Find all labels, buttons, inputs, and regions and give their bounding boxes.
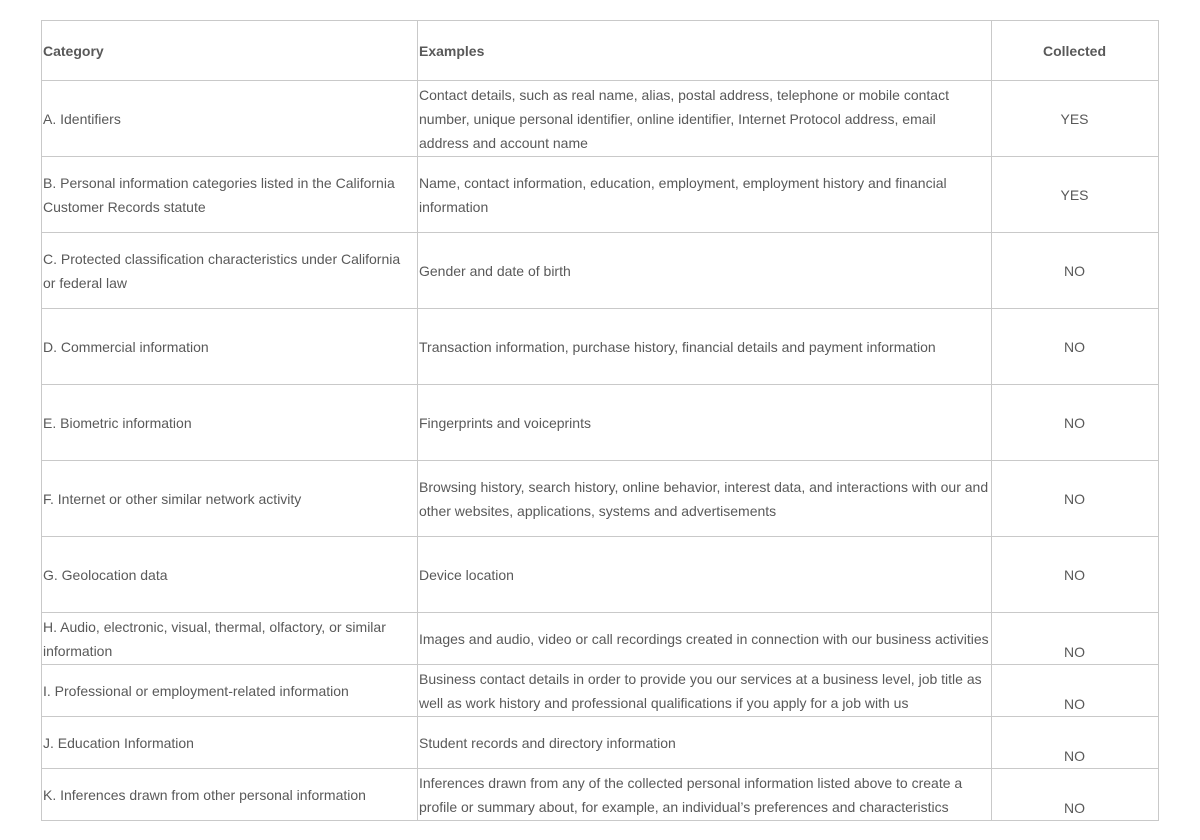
table-row [42, 385, 1159, 461]
category-cell: B. Personal information categories listed in the California Customer Records statute [42, 157, 418, 233]
category-cell: H. Audio, electronic, visual, thermal, olfactory, or similar information [42, 613, 418, 665]
category-cell: J. Education Information [42, 717, 418, 769]
data-categories-table [41, 20, 1159, 821]
table-row [42, 665, 1159, 717]
category-cell: F. Internet or other similar network activity [42, 461, 418, 537]
examples-cell: Business contact details in order to provide you our services at a business level, job title as well as work history and professional qualifications if you apply for a job with us [418, 665, 992, 717]
collected-cell: YES [992, 81, 1159, 157]
examples-cell: Browsing history, search history, online behavior, interest data, and interactions with our and other websites, applications, systems and advertisements [418, 461, 992, 537]
category-cell: D. Commercial information [42, 309, 418, 385]
table-row [42, 309, 1159, 385]
header-category: Category [42, 21, 418, 81]
collected-cell: NO [992, 309, 1159, 385]
collected-cell: NO [992, 717, 1159, 769]
table-row [42, 717, 1159, 769]
table-row [42, 157, 1159, 233]
examples-cell: Student records and directory information [418, 717, 992, 769]
examples-cell: Images and audio, video or call recordings created in connection with our business activities [418, 613, 992, 665]
header-row [42, 21, 1159, 81]
table-row [42, 537, 1159, 613]
collected-cell: NO [992, 613, 1159, 665]
collected-cell: NO [992, 769, 1159, 821]
examples-cell: Contact details, such as real name, alias, postal address, telephone or mobile contact number, unique personal identifier, online identifier, Internet Protocol address, email address and account name [418, 81, 992, 157]
table-row [42, 81, 1159, 157]
examples-cell: Transaction information, purchase history, financial details and payment information [418, 309, 992, 385]
table-row [42, 769, 1159, 821]
category-cell: I. Professional or employment-related information [42, 665, 418, 717]
collected-cell: NO [992, 461, 1159, 537]
collected-cell: NO [992, 233, 1159, 309]
examples-cell: Gender and date of birth [418, 233, 992, 309]
table-row [42, 613, 1159, 665]
category-cell: A. Identifiers [42, 81, 418, 157]
category-cell: C. Protected classification characteristics under California or federal law [42, 233, 418, 309]
table-row [42, 233, 1159, 309]
examples-cell: Fingerprints and voiceprints [418, 385, 992, 461]
collected-cell: NO [992, 665, 1159, 717]
table-row [42, 461, 1159, 537]
collected-cell: NO [992, 385, 1159, 461]
category-cell: K. Inferences drawn from other personal information [42, 769, 418, 821]
collected-cell: YES [992, 157, 1159, 233]
category-cell: E. Biometric information [42, 385, 418, 461]
header-collected: Collected [992, 21, 1159, 81]
collected-cell: NO [992, 537, 1159, 613]
examples-cell: Device location [418, 537, 992, 613]
examples-cell: Inferences drawn from any of the collected personal information listed above to create a profile or summary about, for example, an individual’s preferences and characteristics [418, 769, 992, 821]
examples-cell: Name, contact information, education, employment, employment history and financial information [418, 157, 992, 233]
header-examples: Examples [418, 21, 992, 81]
category-cell: G. Geolocation data [42, 537, 418, 613]
